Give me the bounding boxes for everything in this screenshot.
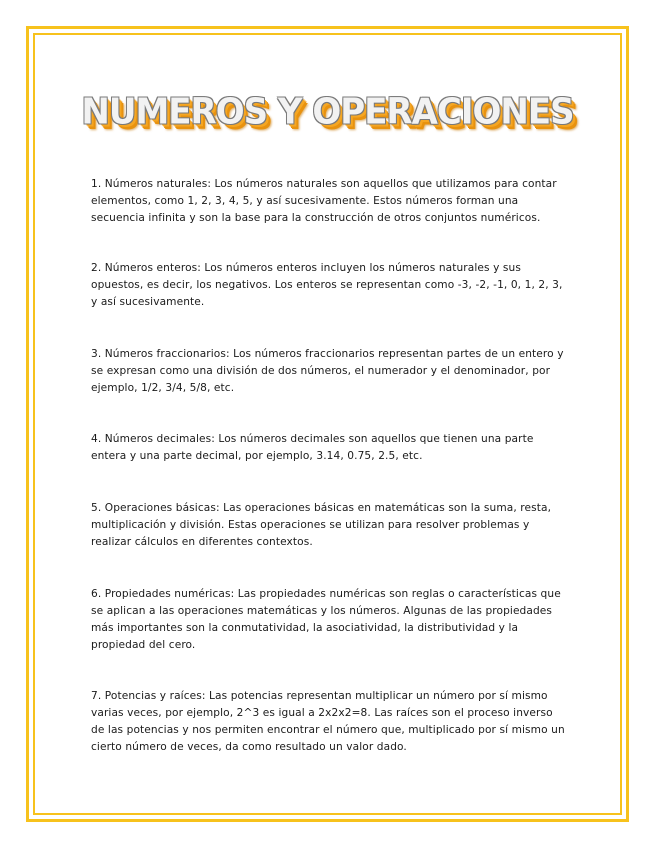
paragraph-fractions: 3. Números fraccionarios: Los números fraccionarios representan partes de un entero y se expresan como una división de dos números, el numerador y el denominador, por ejemplo, 1/2, 3/4, 5/8, etc. [91, 348, 564, 394]
paragraph-integers: 2. Números enteros: Los números enteros incluyen los números naturales y sus opuestos, es decir, los negativos. Los enteros se representan como -3, -2, -1, 0, 1, 2, 3, y así sucesivamente. [91, 262, 563, 308]
paragraph-natural-numbers: 1. Números naturales: Los números naturales son aquellos que utilizamos para contar elementos, como 1, 2, 3, 4, 5, y así sucesivamente. Estos números forman una secuencia infinita y son la base para la construcción de otros conjuntos numéricos. [91, 178, 557, 224]
paragraph-basic-operations: 5. Operaciones básicas: Las operaciones básicas en matemáticas son la suma, resta, multiplicación y división. Estas operaciones se utilizan para resolver problemas y realizar cálculos en diferentes contextos. [91, 502, 552, 548]
paragraph-decimals: 4. Números decimales: Los números decimales son aquellos que tienen una parte entera y una parte decimal, por ejemplo, 3.14, 0.75, 2.5, etc. [91, 433, 534, 462]
title-banner [0, 92, 655, 132]
paragraph-powers-roots: 7. Potencias y raíces: Las potencias representan multiplicar un número por sí mismo varias veces, por ejemplo, 2^3 es igual a 2x2x2=8. Las raíces son el proceso inverso de las potencias y nos permiten encontrar el número que, multiplicado por sí mismo un cierto número de veces, da como resultado un valor dado. [91, 690, 565, 753]
document-title: NUMEROS Y OPERACIONES [81, 91, 574, 133]
paragraph-numeric-properties: 6. Propiedades numéricas: Las propiedades numéricas son reglas o características que se aplican a las operaciones matemáticas y los números. Algunas de las propiedades más importantes son la conmutatividad, la asociatividad, la distributividad y la propiedad del cero. [91, 588, 561, 651]
